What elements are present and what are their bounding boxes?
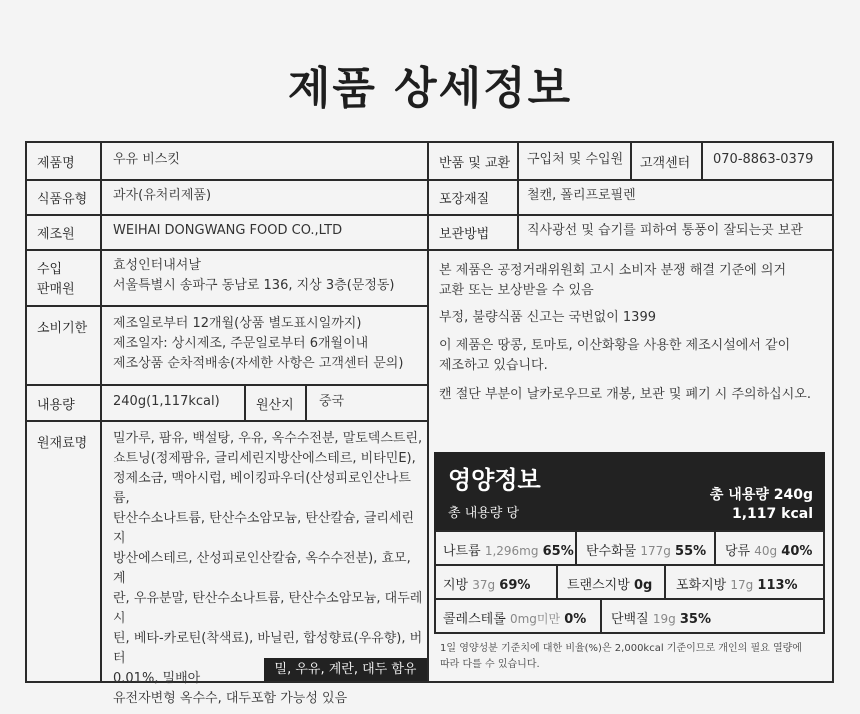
nutrition-footnote-line2: 따라 다를 수 있습니다. [440,659,540,670]
product-name-label: 제품명 [37,156,75,171]
nutrient-name: 트랜스지방 [567,578,630,593]
divider [600,598,602,634]
divider [664,564,666,600]
ingredients-line: 쇼트닝(정제팜유, 글리세린지방산에스테르, 비타민E), [113,451,416,466]
nutrient-amount: 0mg미만 [509,612,561,626]
divider [25,305,429,307]
nutrient-pct: 113% [757,578,798,593]
nutrient-name: 지방 [443,578,469,593]
divider [305,384,307,422]
nutrition-footnote-line1: 1일 영양성분 기준치에 대한 비율(%)은 2,000kcal 기준이므로 개인의 필요 열량에 [440,643,802,654]
nutrient-pct: 0% [564,612,587,627]
divider [701,141,703,181]
nutrient-pct: 65% [542,544,574,559]
expiry-label: 소비기한 [37,321,88,336]
origin-label: 원산지 [256,398,294,413]
nutrient-name: 당류 [725,544,751,559]
notice-line: 캔 절단 부분이 날카로우므로 개봉, 보관 및 폐기 시 주의하십시오. [439,387,811,402]
content-label: 내용량 [37,398,75,413]
product-name-value: 우유 비스킷 [113,152,180,167]
food-type-value: 과자(유처리제품) [113,188,212,203]
importer-label-line1: 수입 [37,262,63,277]
food-type-label: 식품유형 [37,192,88,207]
return-value: 구입처 및 수입원 [527,152,624,167]
nutrient-amount: 1,296mg [484,544,539,558]
customer-center-phone: 070-8863-0379 [713,152,814,167]
ingredients-line: 정제소금, 맥아시럽, 베이킹파우더(산성피로인산나트륨, [113,471,411,506]
page-title: 제품 상세정보 [287,63,573,114]
allergy-badge: 밀, 우유, 계란, 대두 함유 [264,658,427,681]
nutrition-total-weight: 총 내용량 240g [709,487,813,503]
nutrient-fat [443,574,530,593]
nutrient-amount: 177g [640,544,671,558]
divider [244,384,246,422]
divider [714,530,716,566]
nutrition-per: 총 내용량 당 [448,506,520,521]
manufacturer-label: 제조원 [37,227,75,242]
nutrition-header [434,452,825,530]
expiry-line3: 제조상품 순차적배송(자세한 사항은 고객센터 문의) [113,356,404,371]
nutrient-pct: 69% [499,578,531,593]
nutrient-name: 나트륨 [443,544,481,559]
nutrition-total-kcal: 1,117 kcal [731,506,813,522]
ingredients-line: 방산에스테르, 산성피로인산칼슘, 옥수수전분), 효모, 계 [113,551,411,586]
nutrient-sodium [443,540,574,559]
expiry-line2: 제조일자: 상시제조, 주문일로부터 6개월이내 [113,336,369,351]
importer-line1: 효성인터내셔날 [113,258,201,273]
divider [25,384,429,386]
ingredients-line: 유전자변형 옥수수, 대두포함 가능성 있음 [113,691,348,706]
nutrient-amount: 40g [754,544,778,558]
nutrient-name: 단백질 [611,612,649,627]
packaging-label: 포장재질 [439,192,490,207]
ingredients-line: 0.01%, 밀배아 [113,671,201,686]
divider [427,141,429,683]
ingredients-line: 틴, 베타-카로틴(착색료), 바닐린, 합성향료(우유향), 버터 [113,631,423,666]
divider [556,564,558,600]
nutrient-carbohydrate [586,540,706,559]
divider [517,141,519,251]
importer-line2: 서울특별시 송파구 동남로 136, 지상 3층(문정동) [113,278,395,293]
divider [575,530,577,566]
origin-value: 중국 [319,394,345,409]
storage-label: 보관방법 [439,227,490,242]
ingredients-line: 란, 우유분말, 탄산수소나트륨, 탄산수소암모늄, 대두레시 [113,591,423,626]
notice-line: 교환 또는 보상받을 수 있음 [439,283,594,298]
nutrient-trans-fat [567,574,652,593]
nutrient-pct: 0g [633,578,653,593]
storage-value: 직사광선 및 습기를 피하여 통풍이 잘되는곳 보관 [527,223,803,238]
importer-label-line2: 판매원 [37,282,75,297]
nutrient-name: 포화지방 [676,578,727,593]
expiry-line1: 제조일로부터 12개월(상품 별도표시일까지) [113,316,362,331]
divider [25,420,429,422]
nutrient-pct: 55% [675,544,707,559]
nutrient-protein [611,608,711,627]
notice-line: 본 제품은 공정거래위원회 고시 소비자 분쟁 해결 기준에 의거 [439,263,787,278]
ingredients-line: 탄산수소나트륨, 탄산수소암모늄, 탄산칼슘, 글리세린지 [113,511,415,546]
nutrient-name: 콜레스테롤 [443,612,506,627]
divider [25,179,429,181]
nutrient-saturated-fat [676,574,798,593]
notice-line: 부정, 불량식품 신고는 국번없이 1399 [439,310,656,325]
nutrient-amount: 37g [472,578,496,592]
content-value: 240g(1,117kcal) [113,394,220,409]
ingredients-line: 밀가루, 팜유, 백설탕, 우유, 옥수수전분, 말토덱스트린, [113,431,423,446]
nutrient-amount: 19g [652,612,676,626]
nutrient-amount: 17g [730,578,754,592]
divider [25,249,429,251]
divider [100,141,102,683]
manufacturer-value: WEIHAI DONGWANG FOOD CO.,LTD [113,223,343,238]
nutrient-cholesterol [443,608,586,627]
divider [427,249,834,251]
divider [630,141,632,181]
customer-center-label: 고객센터 [640,156,691,171]
divider [427,214,834,216]
notice-line: 이 제품은 땅콩, 토마토, 이산화황을 사용한 제조시설에서 같이 [439,338,791,353]
nutrient-name: 탄수화물 [586,544,637,559]
ingredients-label: 원재료명 [37,436,88,451]
packaging-value: 철캔, 폴리프로필렌 [527,188,636,203]
nutrient-pct: 40% [781,544,813,559]
divider [25,214,429,216]
notice-line: 제조하고 있습니다. [439,358,548,373]
nutrition-title: 영양정보 [448,466,541,494]
return-label: 반품 및 교환 [439,156,511,171]
nutrient-sugars [725,540,812,559]
nutrient-pct: 35% [679,612,711,627]
